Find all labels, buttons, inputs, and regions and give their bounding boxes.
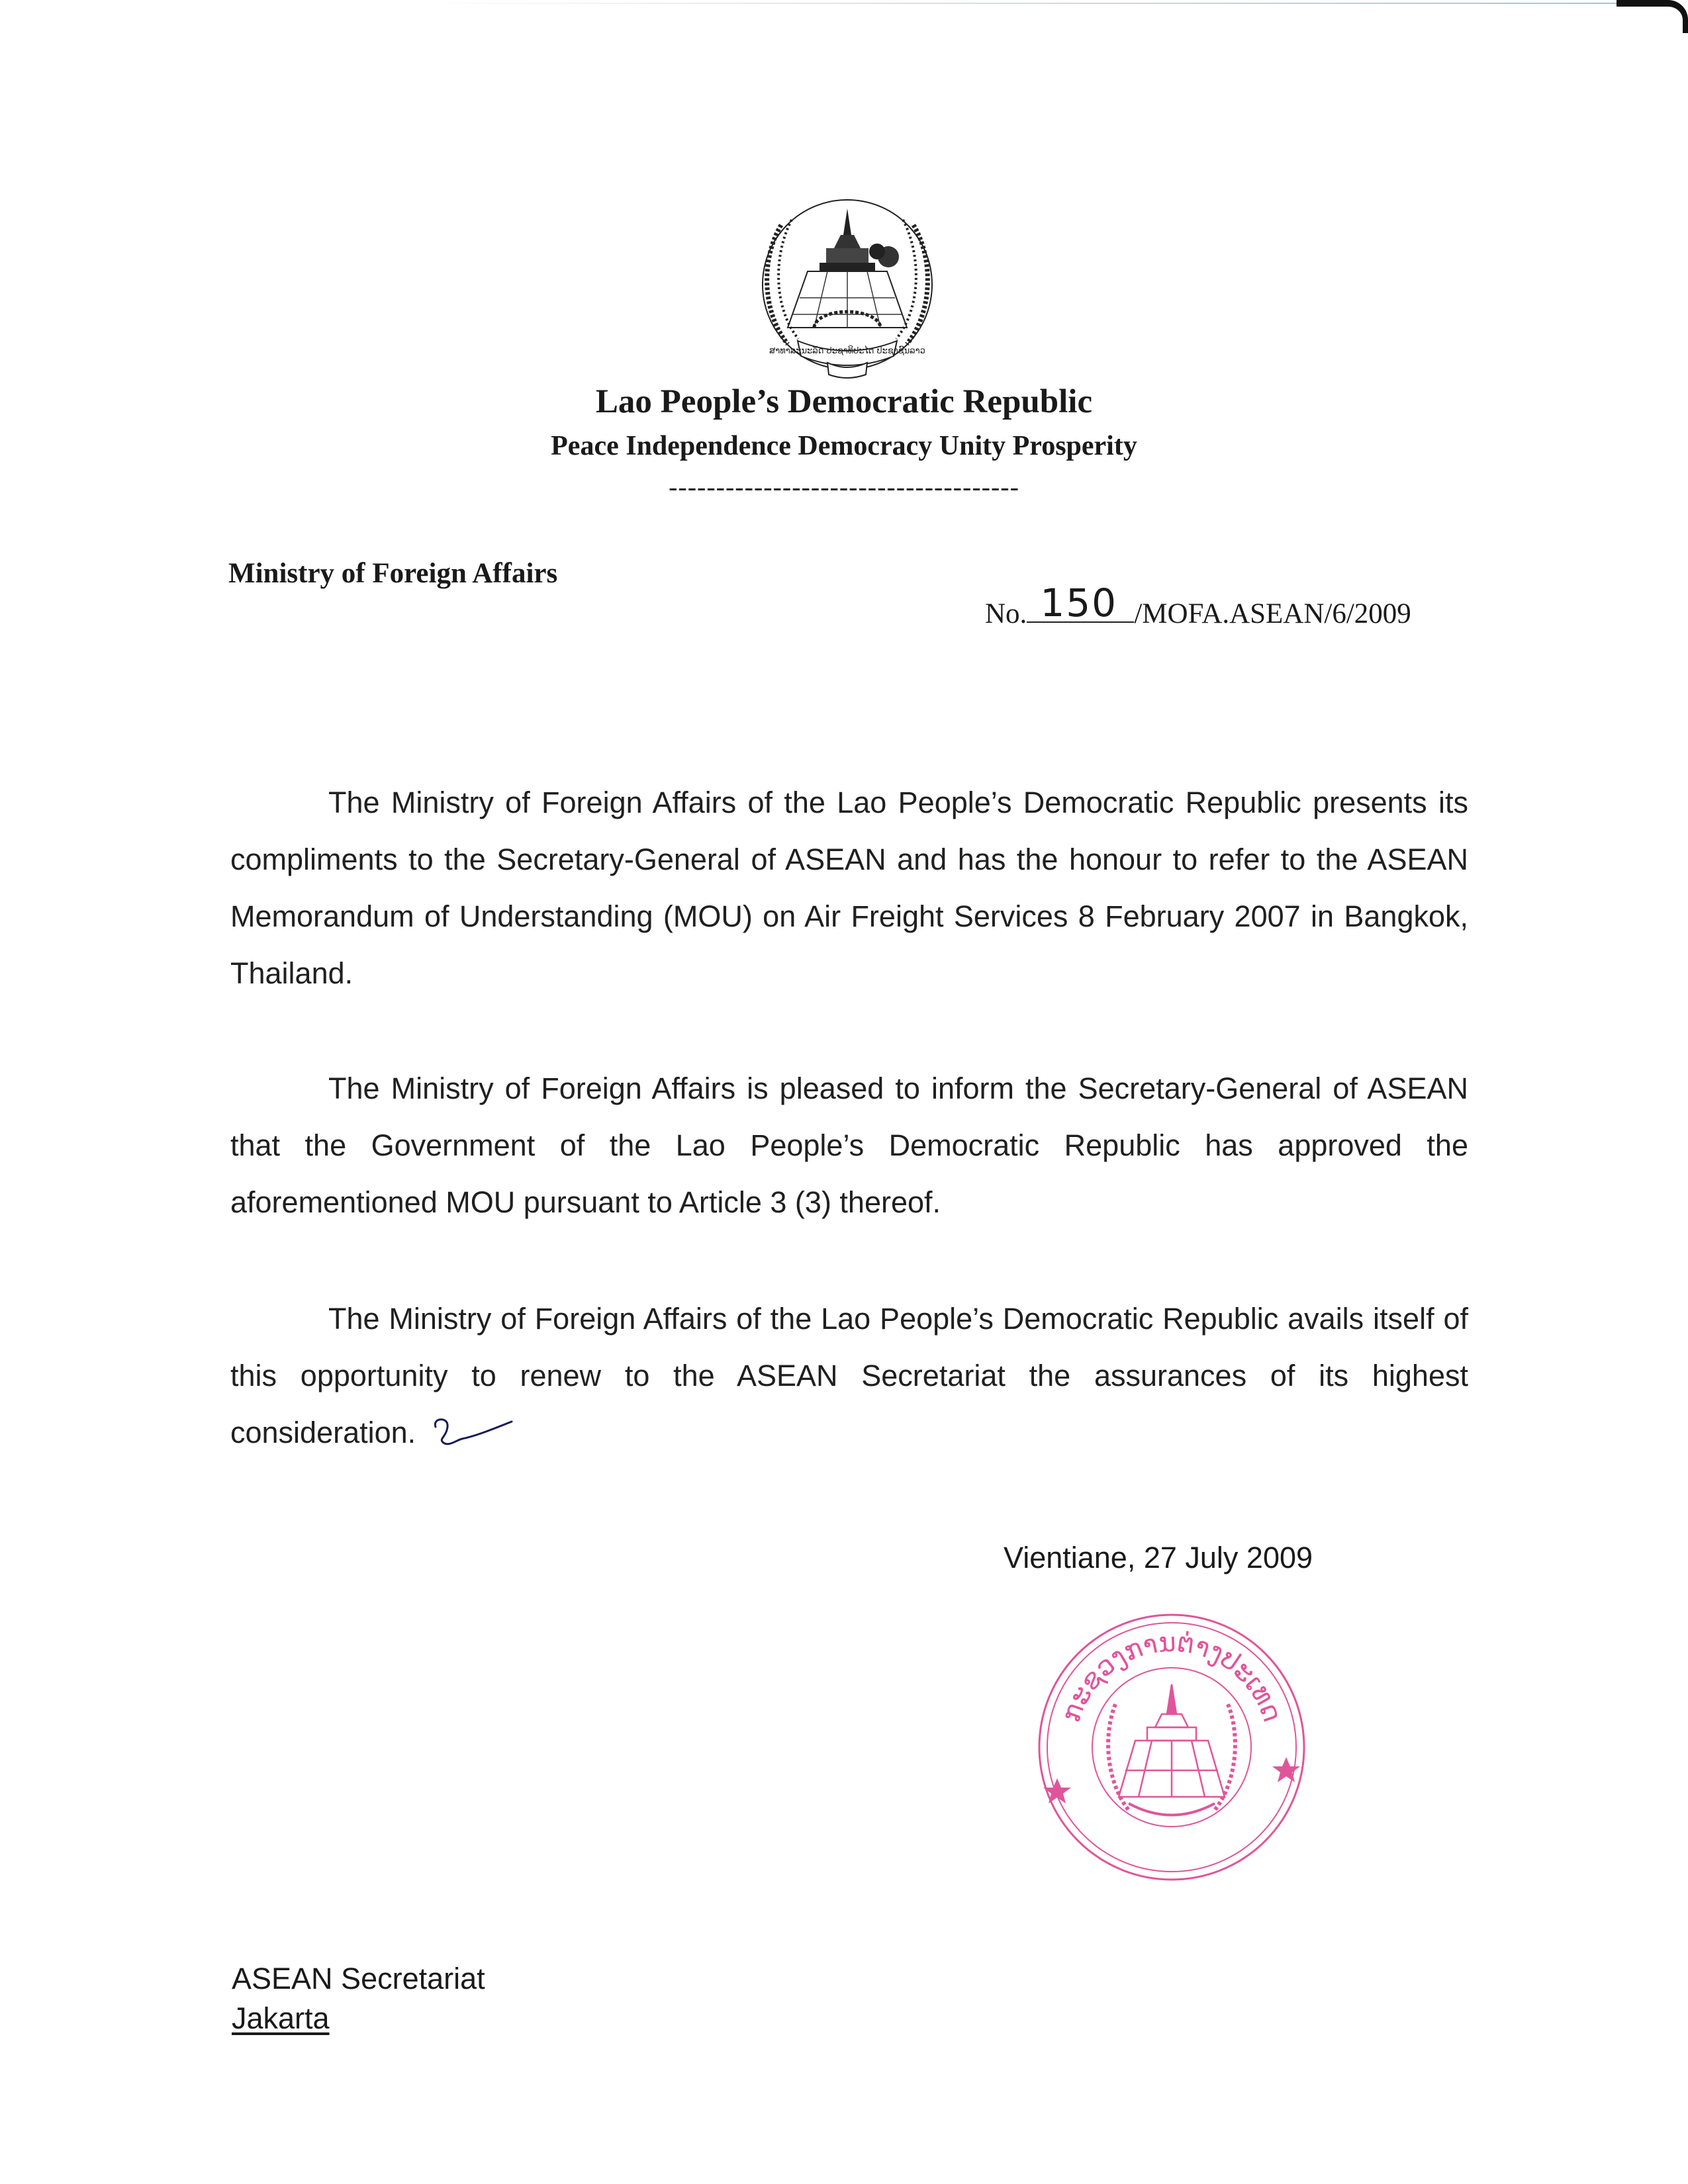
official-seal-icon [1029, 1605, 1314, 1889]
seal-text: ກະຊວງການຕ່າງປະເທດ [1055, 1627, 1288, 1726]
place-and-date: Vientiane, 27 July 2009 [1004, 1541, 1313, 1574]
body-paragraph-2: The Ministry of Foreign Affairs is pleased to inform the Secretary-General of ASEAN that the Government of the Lao People’s Democratic Republic has approved the aforementioned MOU pursuant to Article 3 (3) thereof. [230, 1071, 1468, 1219]
reference-blank [1027, 580, 1134, 625]
recipient-name: ASEAN Secretariat [232, 1962, 485, 1995]
national-emblem-icon [735, 185, 960, 384]
reference-handwritten-number: 150 [1040, 580, 1118, 625]
recipient-block [232, 1959, 485, 2038]
recipient-city: Jakarta [232, 2001, 330, 2035]
national-motto: Peace Independence Democracy Unity Prosperity [551, 431, 1137, 461]
scan-edge-line [410, 3, 1655, 4]
initials-signature-icon [429, 1415, 515, 1455]
body-paragraph-3 [230, 1291, 1468, 1461]
ministry-name: Ministry of Foreign Affairs [228, 558, 558, 589]
header-divider: ------------------------------------- [669, 472, 1019, 502]
closing-text: The Ministry of Foreign Affairs of the Lao People’s Democratic Republic avails itself of this opportunity to renew to the ASEAN Secretariat the assurances of its highest consideration. [230, 1302, 1468, 1449]
scan-corner-mark [1617, 0, 1688, 33]
reference-number [985, 580, 1411, 630]
body-paragraph-1: The Ministry of Foreign Affairs of the Lao People’s Democratic Republic presents its compliments to the Secretary-General of ASEAN and has the honour to refer to the ASEAN Memorandum of Understanding (MOU) on Air Freight Services 8 February 2007 in Bangkok, Thailand. [230, 786, 1468, 990]
emblem-ribbon-text: ສາທາລະນະລັດ ປະຊາທິປະໄຕ ປະຊາຊົນລາວ [769, 346, 925, 356]
reference-suffix: /MOFA.ASEAN/6/2009 [1134, 598, 1411, 629]
reference-prefix: No. [985, 598, 1027, 629]
country-title: Lao People’s Democratic Republic [595, 383, 1093, 420]
